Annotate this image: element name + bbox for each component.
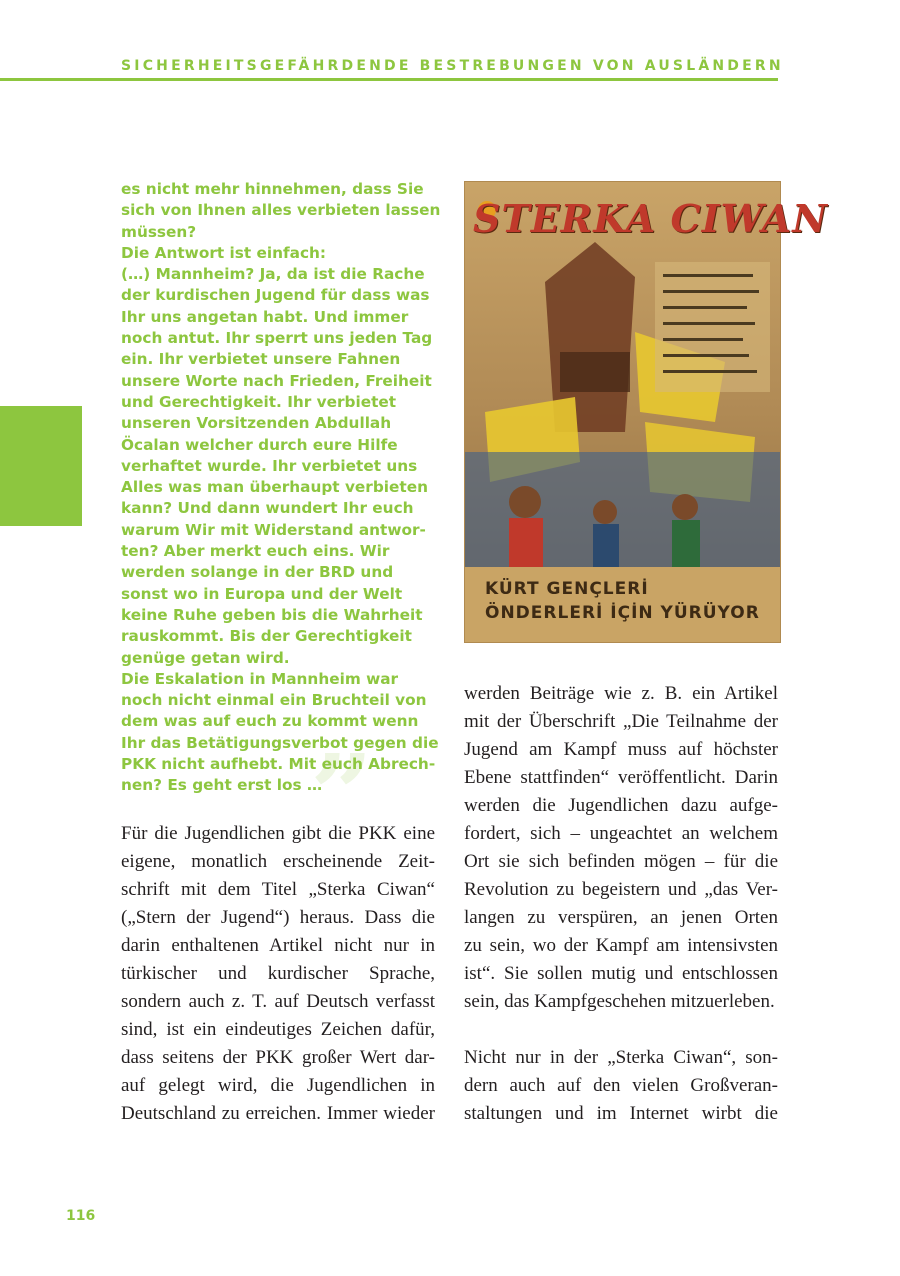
- text-line: darin enthaltenen Artikel nicht nur in: [121, 935, 435, 956]
- text-line: Revolution zu begeistern und „das Ver-: [464, 879, 778, 900]
- text-line: („Stern der Jugend“) heraus. Dass die: [121, 907, 435, 928]
- page-number: 116: [66, 1208, 96, 1224]
- text-line: fordert, sich – ungeachtet an welchem: [464, 823, 778, 844]
- quote-line: noch antut. Ihr sperrt uns jeden Tag: [121, 329, 433, 348]
- text-line: eigene, monatlich erscheinende Zeit-: [121, 851, 435, 872]
- text-line: türkischer und kurdischer Sprache,: [121, 963, 435, 984]
- text-line: sind, ist ein eindeutiges Zeichen dafür,: [121, 1019, 435, 1040]
- quote-line: Die Antwort ist einfach:: [121, 243, 327, 262]
- cover-artwork: [465, 182, 828, 642]
- text-line: langen zu verspüren, an jenen Orten: [464, 907, 778, 928]
- text-line: dass seitens der PKK großer Wert dar-: [121, 1047, 435, 1068]
- cover-title: STERKA CIWAN: [473, 196, 828, 241]
- text-line: Jugend am Kampf muss auf höchster: [464, 739, 778, 760]
- quote-line: unsere Worte nach Frieden, Freiheit: [121, 371, 432, 390]
- quote-line: müssen?: [121, 222, 197, 241]
- quote-line: PKK nicht aufhebt. Mit euch Abrech-: [121, 755, 436, 774]
- quote-line: rauskommt. Bis der Gerechtigkeit: [121, 627, 412, 646]
- text-line: werden die Jugendlichen dazu aufge-: [464, 795, 778, 816]
- quote-line: verhaftet wurde. Ihr verbietet uns: [121, 456, 418, 475]
- quote-line: ein. Ihr verbietet unsere Fahnen: [121, 350, 401, 369]
- text-line: Nicht nur in der „Sterka Ciwan“, son-: [464, 1047, 778, 1068]
- cover-headline-line: KÜRT GENÇLERİ: [485, 579, 649, 599]
- header-rule: [0, 78, 778, 81]
- text-line: dern auch auf den vielen Großveran-: [464, 1075, 778, 1096]
- text-line: Deutschland zu erreichen. Immer wieder: [121, 1103, 435, 1124]
- text-line: werden Beiträge wie z. B. ein Artikel: [464, 683, 778, 704]
- closing-quote-icon: ”: [310, 730, 374, 859]
- text-line: Für die Jugendlichen gibt die PKK eine: [121, 823, 435, 844]
- text-line: mit der Überschrift „Die Teilnahme der: [464, 711, 778, 732]
- quote-line: dem was auf euch zu kommt wenn: [121, 712, 419, 731]
- quote-line: unseren Vorsitzenden Abdullah: [121, 414, 392, 433]
- quote-line: werden solange in der BRD und: [121, 563, 394, 582]
- body-text-right-top: [464, 680, 778, 1016]
- quote-line: (…) Mannheim? Ja, da ist die Rache: [121, 265, 425, 284]
- quote-line: genüge getan wird.: [121, 648, 290, 667]
- body-text-left: [121, 820, 435, 1128]
- text-line: zu sein, wo der Kampf am intensivsten: [464, 935, 778, 956]
- quote-line: Ihr das Betätigungsverbot gegen die: [121, 733, 439, 752]
- text-line: schrift mit dem Titel „Sterka Ciwan“: [121, 879, 435, 900]
- quote-line: keine Ruhe geben bis die Wahrheit: [121, 605, 423, 624]
- quote-line: Ihr uns angetan habt. Und immer: [121, 307, 409, 326]
- text-line: sein, das Kampfgeschehen mitzuerleben.: [464, 991, 775, 1012]
- text-line: sondern auch z. T. auf Deutsch verfasst: [121, 991, 435, 1012]
- quote-line: sich von Ihnen alles verbieten lassen: [121, 201, 441, 220]
- quote-line: ten? Aber merkt euch eins. Wir: [121, 542, 390, 561]
- quote-line: nen? Es geht erst los …: [121, 776, 323, 795]
- magazine-cover-image: [464, 181, 828, 643]
- body-text-right-bottom: [464, 1044, 778, 1128]
- text-line: staltungen und im Internet wirbt die: [464, 1103, 778, 1124]
- quote-line: kann? Und dann wundert Ihr euch: [121, 499, 414, 518]
- pull-quote: [121, 179, 439, 797]
- running-header: SICHERHEITSGEFÄHRDENDE BESTREBUNGEN VON AUSLÄNDERN: [121, 58, 784, 74]
- text-line: Ort sie sich befinden mögen – für die: [464, 851, 778, 872]
- quote-line: sonst wo in Europa und der Welt: [121, 584, 403, 603]
- quote-line: und Gerechtigkeit. Ihr verbietet: [121, 392, 397, 411]
- text-line: ist“. Sie sollen mutig und entschlossen: [464, 963, 778, 984]
- quote-line: Die Eskalation in Mannheim war: [121, 669, 399, 688]
- text-line: Ebene stattfinden“ veröffentlicht. Darin: [464, 767, 778, 788]
- quote-line: Alles was man überhaupt verbieten: [121, 478, 428, 497]
- quote-line: noch nicht einmal ein Bruchteil von: [121, 691, 427, 710]
- text-line: auf gelegt wird, die Jugendlichen in: [121, 1075, 435, 1096]
- cover-headline-line: ÖNDERLERİ İÇİN YÜRÜYOR: [485, 603, 760, 623]
- side-tab-marker: [0, 406, 82, 526]
- cover-headline: [485, 577, 765, 625]
- quote-line: Öcalan welcher durch eure Hilfe: [121, 435, 398, 454]
- quote-line: der kurdischen Jugend für dass was: [121, 286, 430, 305]
- quote-line: es nicht mehr hinnehmen, dass Sie: [121, 180, 424, 198]
- quote-line: warum Wir mit Widerstand antwor-: [121, 520, 426, 539]
